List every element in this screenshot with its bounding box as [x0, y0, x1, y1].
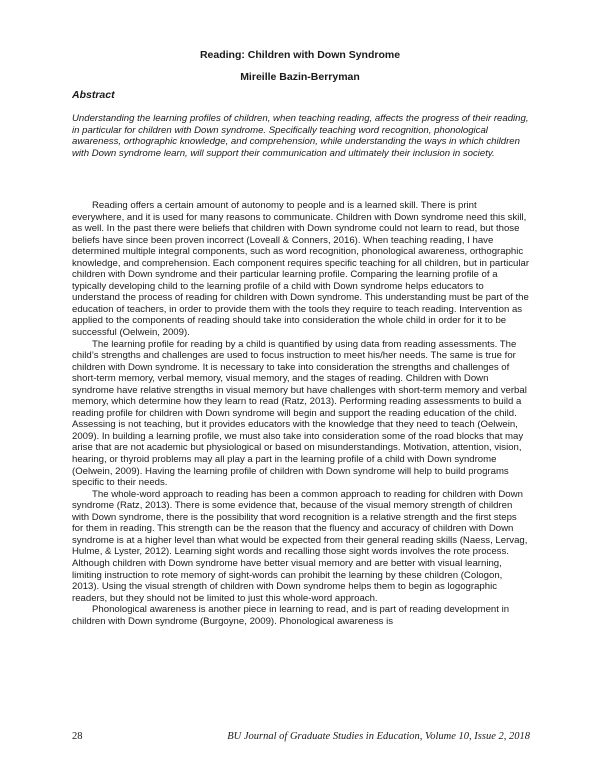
journal-footer: BU Journal of Graduate Studies in Education, Volume 10, Issue 2, 2018: [227, 731, 530, 742]
paper-author: Mireille Bazin-Berryman: [240, 71, 360, 83]
abstract-heading: Abstract: [72, 89, 115, 101]
abstract-text: Understanding the learning profiles of children, when teaching reading, affects the progress of their reading, in particular for children with Down syndrome. Specifically teaching word recognition, phonological awareness, orthographic knowledge, and comprehension, while understanding the ways in which children with Down syndrome learn, will support their communication and ultimately their inclusion in society.: [72, 113, 529, 159]
page-number: 28: [72, 731, 83, 742]
paper-title: Reading: Children with Down Syndrome: [199, 49, 401, 61]
body-paragraph-4: Phonological awareness is another piece in learning to read, and is part of reading development in children with Down syndrome (Burgoyne, 2009). Phonological awareness is: [72, 604, 510, 627]
body-paragraph-2: The learning profile for reading by a child is quantified by using data from reading assessments. The child’s strengths and challenges are used to focus instruction to meet his/her needs. The same is true for children with Down syndrome. It is necessary to take into consideration the strengths and challenges of short-term memory, verbal memory, visual memory, and the stages of reading. Children with Down syndrome have relative strengths in visual memory but have challenges with short-term memory and verbal memory, which determine how they learn to read (Ratz, 2013). Performing reading assessments to build a reading profile for children with Down syndrome will begin and support the reading education of the child. Assessing is not teaching, but it provides educators with the knowledge that they need to teach (Oelwein, 2009). In building a learning profile, we must also take into consideration some of the road blocks that may arise that are not academic but physiological or based on misunderstandings. Motivation, attention, vision, hearing, or thyroid problems may all play a part in the learning profile of a child with Down syndrome (Oelwein, 2009). Having the learning profile of children with Down syndrome will help to build programs specific to their needs.: [72, 338, 527, 489]
body-paragraph-1: Reading offers a certain amount of autonomy to people and is a learned skill. There is print everywhere, and it is used for many reasons to communicate. Children with Down syndrome need this skill, as well. In the past there were beliefs that children with Down syndrome could not learn to read, but those beliefs have since been proven incorrect (Loveall & Conners, 2016). When teaching reading, I have determined multiple integral components, such as word recognition, phonological awareness, orthographic knowledge, and comprehension. Each component requires specific teaching for all children, but in particular children with Down syndrome and their particular learning profile. Comparing the learning profile of a typically developing child to the learning profile of a child with Down syndrome helps educators to understand the process of reading for children with Down syndrome. This understanding must be part of the education of teachers, in order to provide them with the tools they require to teach reading. Intervention as applied to the components of reading should take into consideration the whole child in order for it to be successful (Oelwein, 2009).: [72, 200, 530, 339]
body-text: [72, 200, 530, 627]
body-paragraph-3: The whole-word approach to reading has been a common approach to reading for children with Down syndrome (Ratz, 2013). There is some evidence that, because of the visual memory strength of children with Down syndrome, there is the possibility that word recognition is a relative strength and the first steps for them in reading. This strength can be the reason that the fluency and accuracy of children with Down syndrome is at a higher level than what would be expected from their general reading skills (Naess, Lervag, Hulme, & Lyster, 2012). Learning sight words and recalling those sight words involves the rote process. Although children with Down syndrome have better visual memory and are better with visual learning, limiting instruction to rote memory of sight-words can prohibit the learning by these children (Cologon, 2013). Using the visual strength of children with Down syndrome helps them to begin as logographic readers, but they should not be limited to just this whole-word approach.: [72, 488, 528, 604]
